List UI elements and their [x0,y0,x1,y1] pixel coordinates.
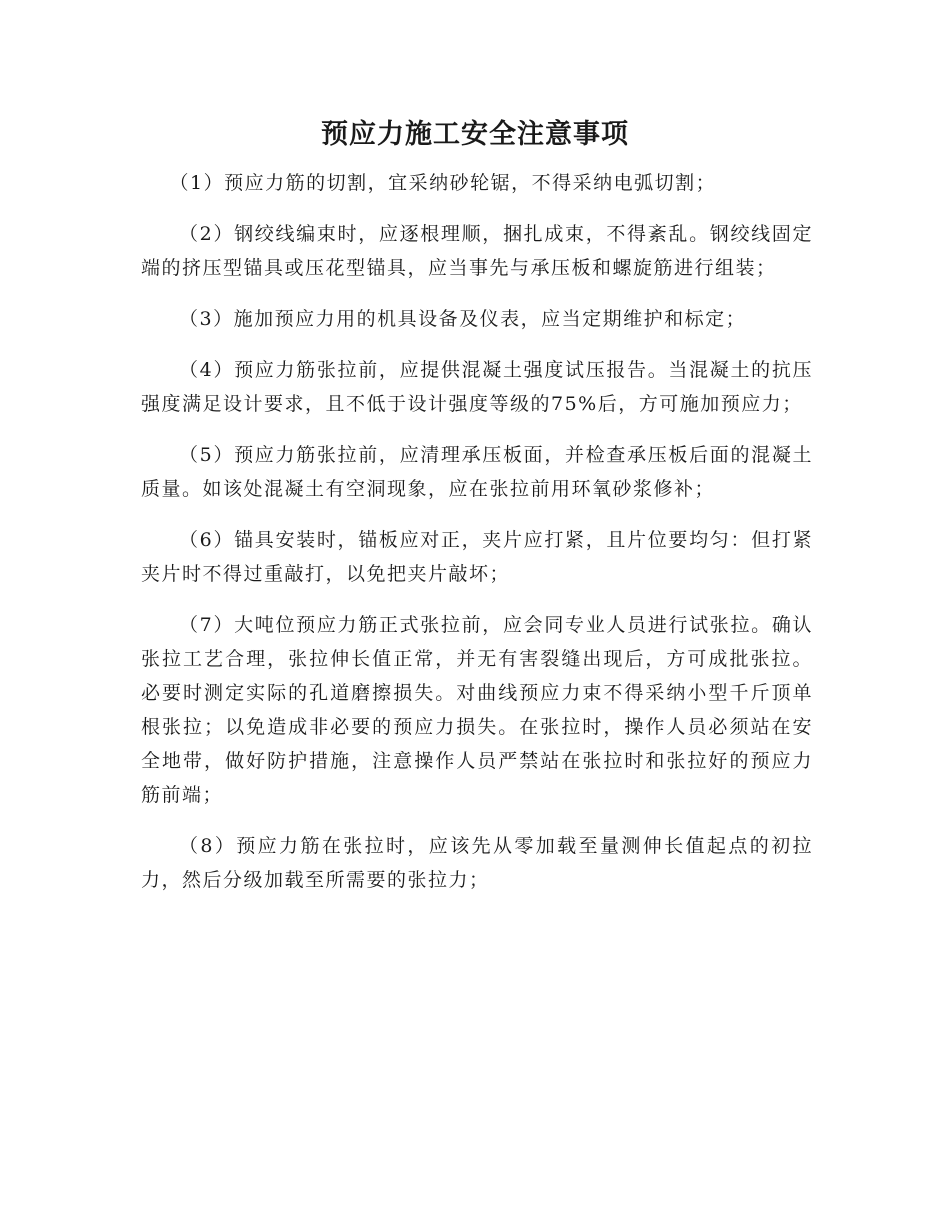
paragraph-1: （1）预应力筋的切割，宜采纳砂轮锯，不得采纳电弧切割； [169,172,717,194]
paragraph-8: （8）预应力筋在张拉时，应该先从零加载至量测伸长值起点的初拉力，然后分级加载至所需要的张拉力； [141,835,813,891]
document-body [141,166,813,897]
page-title: 预应力施工安全注意事项 [321,119,629,150]
paragraph-2: （2）钢绞线编束时，应逐根理顺，捆扎成束，不得紊乱。钢绞线固定端的挤压型锚具或压花型锚具，应当事先与承压板和螺旋筋进行组装； [141,223,813,279]
paragraph-4: （4）预应力筋张拉前，应提供混凝土强度试压报告。当混凝土的抗压强度满足设计要求，且不低于设计强度等级的75%后，方可施加预应力； [141,359,813,415]
paragraph-7: （7）大吨位预应力筋正式张拉前，应会同专业人员进行试张拉。确认张拉工艺合理，张拉伸长值正常，并无有害裂缝出现后，方可成批张拉。必要时测定实际的孔道磨擦损失。对曲线预应力束不得采纳小型千斤顶单根张拉；以免造成非必要的预应力损失。在张拉时，操作人员必须站在安全地带，做好防护措施，注意操作人员严禁站在张拉时和张拉好的预应力筋前端； [141,614,813,806]
paragraph-6: （6）锚具安装时，锚板应对正，夹片应打紧，且片位要均匀：但打紧夹片时不得过重敲打，以免把夹片敲坏； [141,529,813,585]
paragraph-5: （5）预应力筋张拉前，应清理承压板面，并检查承压板后面的混凝土质量。如该处混凝土有空洞现象，应在张拉前用环氧砂浆修补； [141,444,813,500]
paragraph-3: （3）施加预应力用的机具设备及仪表，应当定期维护和标定； [179,308,747,330]
